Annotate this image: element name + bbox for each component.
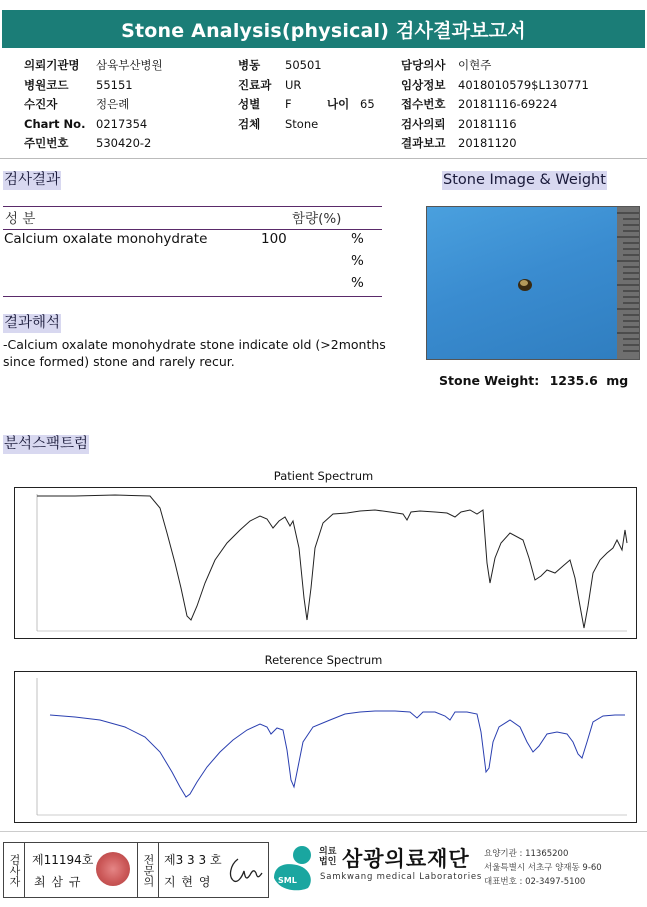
- reference-spectrum-svg: [15, 672, 636, 822]
- org-prefix: 의료 법인: [319, 847, 337, 867]
- seal-stamp-icon: [96, 852, 130, 886]
- table-bottom-rule: [3, 296, 382, 297]
- specialist-name: 지 현 영: [164, 875, 212, 889]
- stone-image-heading: Stone Image & Weight: [443, 172, 606, 188]
- info-row: 의뢰기관명 삼육부산병원: [24, 58, 163, 72]
- org-name-en: Samkwang medical Laboratories: [320, 872, 483, 882]
- info-row: 진료과 UR: [238, 77, 302, 92]
- specialist-no: 제3 3 3 호: [164, 853, 222, 867]
- examiner-name: 최 삼 규: [34, 875, 82, 889]
- info-row: 주민번호 530420-2: [24, 136, 152, 150]
- org-phone: 대표번호 : 02-3497-5100: [484, 877, 586, 887]
- spectrum-heading: 분석스팩트럼: [4, 436, 89, 452]
- examiner-label: 검사자: [4, 843, 25, 897]
- report-title: Stone Analysis(physical) 검사결과보고서: [2, 10, 645, 48]
- reference-spectrum-chart: [14, 671, 637, 823]
- col-component-header: 성 분: [5, 211, 36, 227]
- examiner-no: 제11194호: [32, 853, 94, 867]
- info-row: 접수번호 20181116-69224: [401, 97, 558, 111]
- reference-spectrum-line: [50, 711, 625, 797]
- result-unit: %: [351, 231, 364, 247]
- logo-text: SML: [278, 876, 297, 885]
- result-component: Calcium oxalate monohydrate: [4, 231, 208, 247]
- signature-icon: [224, 853, 264, 887]
- patient-spectrum-chart: [14, 487, 637, 639]
- results-heading: 검사결과: [4, 172, 61, 188]
- org-license: 요양기관 : 11365200: [484, 849, 569, 859]
- info-row: 결과보고 20181120: [401, 136, 517, 150]
- org-contact: [484, 847, 602, 889]
- header-col-2: [238, 56, 375, 134]
- patient-spectrum-svg: [15, 488, 636, 638]
- result-unit: %: [351, 253, 364, 269]
- result-amount: 100: [261, 231, 287, 247]
- interpretation-text: -Calcium oxalate monohydrate stone indicate old (>2months since formed) stone and rarely recur.: [3, 337, 386, 369]
- col-amount-header: 함량(%): [292, 211, 342, 227]
- info-row: 병동 50501: [238, 58, 322, 72]
- stone-photo: [426, 206, 640, 360]
- info-row: 검체 Stone: [238, 116, 319, 131]
- info-row: 임상정보 4018010579$L130771: [401, 77, 589, 92]
- info-row: 성별 F 나이 65: [238, 97, 375, 111]
- info-row: 담당의사 이현주: [401, 58, 492, 72]
- footer-divider: [0, 831, 647, 832]
- header-col-1: [24, 56, 163, 154]
- stone-weight: Stone Weight: 1235.6 mg: [439, 373, 629, 388]
- info-row: 수진자 정은례: [24, 97, 130, 111]
- reference-spectrum-title: Reterence Spectrum: [264, 653, 383, 667]
- org-name: 삼광의료재단: [342, 847, 470, 871]
- header-col-3: [401, 56, 589, 154]
- result-unit: %: [351, 275, 364, 291]
- table-header-rule: [3, 229, 382, 230]
- info-row: 병원코드 55151: [24, 77, 133, 92]
- specialist-label: 전문의: [137, 843, 159, 897]
- info-row: Chart No. 0217354: [24, 116, 148, 131]
- stone-photo-graphic: [427, 207, 639, 359]
- signature-box: [3, 842, 269, 898]
- patient-spectrum-line: [37, 495, 627, 628]
- patient-spectrum-title: Patient Spectrum: [273, 469, 374, 483]
- info-row: 검사의뢰 20181116: [401, 116, 517, 131]
- header-divider: [0, 158, 647, 159]
- interpretation-heading: 결과해석: [4, 315, 61, 331]
- org-address: 서울특별시 서초구 양재동 9-60: [484, 863, 602, 873]
